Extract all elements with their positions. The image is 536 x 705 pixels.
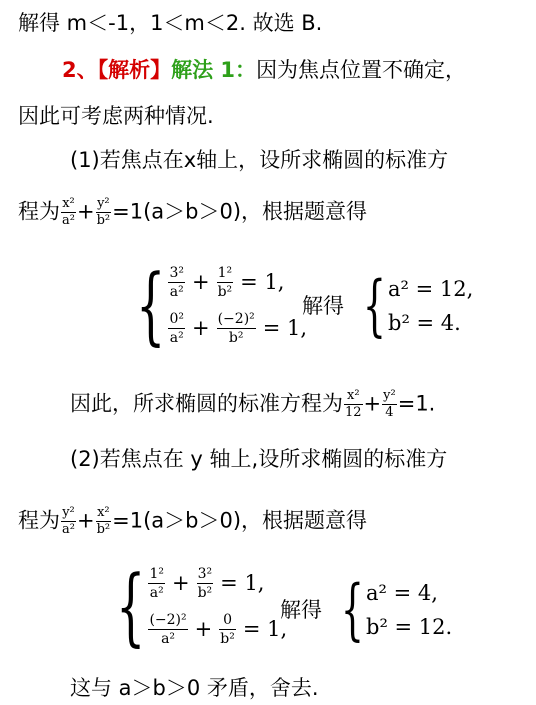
- rhs: = 1,: [242, 617, 288, 641]
- sys-frac: [217, 310, 256, 347]
- q2-number: 2、: [62, 58, 98, 82]
- plus-sign: +: [76, 508, 95, 533]
- case1-eq-frac2: [96, 196, 112, 229]
- case1-conclusion: [70, 388, 435, 421]
- frac-num: 3²: [169, 264, 184, 281]
- q2-method-label: 解法 1：: [171, 58, 257, 82]
- frac-den: b²: [220, 630, 235, 647]
- case1-eq-frac2-num: y²: [97, 196, 110, 211]
- case1-sol2: b² = 4.: [388, 311, 461, 335]
- line-answer-q1: 解得 m＜-1，1＜m＜2. 故选 B.: [18, 11, 323, 35]
- case2-eq-frac2: [96, 505, 112, 538]
- case2-system-row2: [147, 606, 293, 652]
- left-brace-icon: {: [340, 571, 364, 648]
- case2-equation: [18, 505, 367, 538]
- sys-frac: [148, 611, 187, 648]
- case2-solve-label: 解得: [280, 598, 322, 622]
- case1-eq-frac2-den: b²: [96, 213, 111, 228]
- sys-frac: [168, 310, 185, 347]
- q2-text1: 因为焦点位置不确定，: [256, 58, 467, 82]
- case2-intro: (2)若焦点在 y 轴上,设所求椭圆的标准方: [70, 447, 448, 471]
- sys-frac: [217, 264, 234, 301]
- left-brace-icon: {: [362, 267, 386, 344]
- frac-den: 4: [385, 405, 394, 420]
- frac-den: b²: [217, 283, 233, 300]
- case2-eq-prefix: 程为: [18, 508, 60, 533]
- frac-den: a²: [169, 283, 184, 300]
- case1-concl-frac2: [382, 388, 397, 421]
- case1-system-row2: [167, 305, 313, 351]
- case1-eq-frac1-den: a²: [62, 213, 75, 228]
- case1-concl-prefix: 因此，所求椭圆的标准方程为: [70, 391, 343, 416]
- frac-den: a²: [169, 329, 184, 346]
- q2-bracket-label: 【解析】: [97, 58, 172, 82]
- frac-den: b²: [197, 584, 213, 601]
- case2-system-row1: [147, 560, 293, 606]
- case1-eq-plus: +: [76, 199, 95, 224]
- case1-concl-suffix: =1.: [397, 391, 436, 416]
- case2-conclusion: 这与 a＞b＞0 矛盾，舍去.: [70, 676, 319, 700]
- case2-sol1: a² = 4,: [366, 581, 438, 605]
- case1-solve-label: 解得: [302, 294, 344, 318]
- frac-num: x²: [97, 505, 110, 520]
- plus-sign: +: [191, 316, 210, 340]
- case1-system-row1: [167, 259, 313, 305]
- plus-sign: +: [194, 617, 213, 641]
- frac-num: 1²: [217, 264, 233, 281]
- frac-num: x²: [344, 388, 363, 405]
- rhs: = 1,: [240, 270, 285, 294]
- plus-sign: +: [363, 391, 382, 416]
- q2-text2: 因此可考虑两种情况.: [18, 104, 214, 128]
- rhs: = 1,: [262, 316, 308, 340]
- case1-eq-frac1-num: x²: [62, 196, 75, 211]
- frac-num: (−2)²: [217, 310, 255, 327]
- case1-intro: (1)若焦点在x轴上，设所求椭圆的标准方: [70, 148, 449, 172]
- q2-header: [62, 55, 466, 85]
- frac-num: y²: [383, 388, 396, 403]
- case1-equation: [18, 196, 367, 229]
- case2-eq-suffix: =1(a＞b＞0)，根据题意得: [112, 508, 368, 533]
- case1-concl-frac1: [344, 388, 363, 421]
- case1-eq-prefix: 程为: [18, 199, 60, 224]
- frac-den: a²: [161, 630, 176, 647]
- frac-den: a²: [62, 522, 75, 537]
- case2-solution: [280, 571, 453, 648]
- frac-den: a²: [149, 584, 164, 601]
- plus-sign: +: [171, 571, 190, 595]
- frac-den: b²: [96, 522, 111, 537]
- left-brace-icon: {: [116, 557, 146, 655]
- sys-frac: [148, 565, 165, 602]
- case1-sol1: a² = 12,: [388, 277, 474, 301]
- sys-frac: [168, 264, 185, 301]
- case1-system: [112, 256, 313, 354]
- case1-solution: [302, 267, 474, 344]
- case1-eq-frac1: [61, 196, 76, 229]
- frac-num: 1²: [149, 565, 164, 582]
- case1-eq-suffix: =1(a＞b＞0)，根据题意得: [112, 199, 368, 224]
- sys-frac: [197, 565, 214, 602]
- case2-sol2: b² = 12.: [366, 615, 453, 639]
- case2-eq-frac1: [61, 505, 76, 538]
- frac-num: 0²: [169, 310, 184, 327]
- plus-sign: +: [191, 270, 210, 294]
- case2-system: [92, 557, 293, 655]
- frac-den: 12: [345, 405, 362, 420]
- sys-frac: [219, 611, 236, 648]
- frac-num: 0: [219, 611, 236, 630]
- frac-num: 3²: [197, 565, 213, 582]
- frac-num: (−2)²: [149, 611, 187, 628]
- frac-den: b²: [228, 329, 244, 346]
- left-brace-icon: {: [136, 256, 166, 354]
- frac-num: y²: [62, 505, 75, 520]
- rhs: = 1,: [220, 571, 265, 595]
